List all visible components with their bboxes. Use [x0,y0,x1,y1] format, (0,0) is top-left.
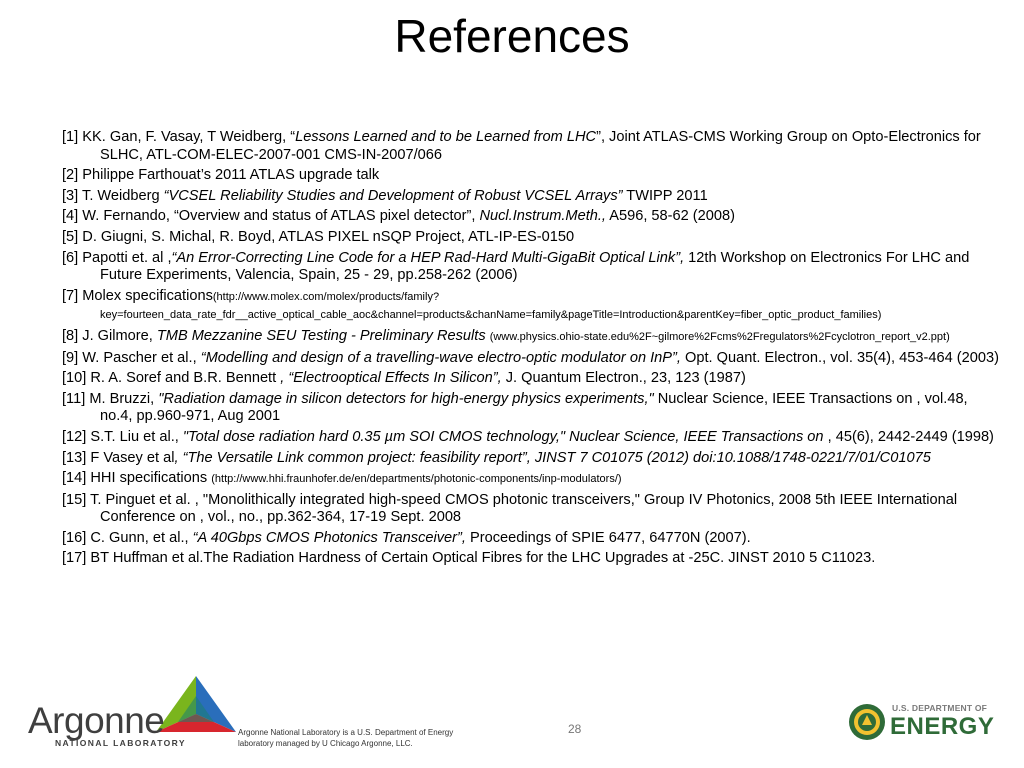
reference-item [62,129,1002,164]
argonne-triangle-icon [156,676,236,732]
reference-italic-text: , “The Versatile Link common project: feasibility report”, JINST 7 C01075 (2012) doi:10.1088/1748-0221/7/01/C01075 [174,449,931,466]
reference-text: [15] T. Pinguet et al. , "Monolithically integrated high-speed CMOS photonic transceivers," Group IV Photonics, 2008 5th IEEE International Conference on , vol., no., pp.362-364, 17-19 Sept. 2008 [62,491,958,526]
reference-italic-text: TMB Mezzanine SEU Testing - Preliminary Results [156,327,486,344]
reference-text: 12th Workshop on Electronics For LHC and Future Experiments, Valencia, Spain, 25 - 29, pp.258-262 (2006) [100,249,970,284]
reference-item [62,208,1002,226]
reference-text: [11] M. Bruzzi, [62,390,159,407]
argonne-logo [28,676,208,750]
reference-text: Proceedings of SPIE 6477, 64770N (2007). [465,529,751,546]
reference-item [62,450,1002,468]
reference-item [62,328,1002,347]
reference-text: [1] KK. Gan, F. Vasay, T Weidberg, “ [62,129,296,145]
reference-text: TWIPP 2011 [622,187,708,204]
reference-item [62,370,1002,388]
reference-text: [7] Molex specifications [62,287,213,304]
reference-text: ”, Joint ATLAS-CMS Working Group on Opto-Electronics for SLHC, ATL-COM-ELEC-2007-001 CMS-IN-2007/066 [100,129,981,163]
reference-italic-text: Lessons Learned and to be Learned from LHC [295,129,597,145]
reference-text: , 45(6), 2442-2449 (1998) [823,428,994,445]
reference-text: [9] W. Pascher et al., [62,349,201,366]
reference-text: Opt. Quant. Electron., vol. 35(4), 453-464 (2003) [680,349,999,366]
reference-text: [10] R. A. Soref and B.R. Bennett [62,370,281,387]
references-list [62,129,1002,571]
argonne-wordmark: Argonne [28,700,165,741]
reference-text: [13] F Vasey et al [62,449,175,466]
reference-text: [3] T. Weidberg [62,187,164,204]
reference-text: [14] HHI specifications [62,470,212,487]
reference-italic-text: “An Error-Correcting Line Code for a HEP Rad-Hard Multi-GigaBit Optical Link”, [171,249,685,266]
reference-text: A596, 58-62 (2008) [605,208,735,225]
reference-italic-text: "Radiation damage in silicon detectors for high-energy physics experiments," [158,390,654,407]
reference-text: [12] S.T. Liu et al., [62,428,183,445]
page-number: 28 [568,722,582,736]
reference-item [62,470,1002,489]
argonne-subtitle: NATIONAL LABORATORY [55,738,186,748]
reference-text: Nuclear Science, IEEE Transactions on , vol.48, no.4, pp.960-971, Aug 2001 [100,390,968,425]
reference-text: [17] BT Huffman et al.The Radiation Hardness of Certain Optical Fibres for the LHC Upgrades at -25C. JINST 2010 5 C11023. [62,550,876,567]
reference-item [62,288,1002,325]
reference-text: [2] Philippe Farthouat’s 2011 ATLAS upgrade talk [62,167,380,184]
reference-item [62,188,1002,206]
reference-item [62,229,1002,247]
reference-text: J. Quantum Electron., 23, 123 (1987) [501,370,746,387]
reference-url-text: (www.physics.ohio-state.edu%2F~gilmore%2Fcms%2Fregulators%2Fcyclotron_report_v2.ppt) [489,330,950,343]
reference-item [62,492,1002,527]
reference-item [62,350,1002,368]
page-title: References [394,10,630,62]
doe-department-text: U.S. DEPARTMENT OF [892,703,988,713]
reference-url-text: (http://www.molex.com/molex/products/family?key=fourteen_data_rate_fdr__active_optical_cable_aoc&channel=products&chanName=family&pageTitle=Introduction&parentKey=fiber_optic_product_families) [100,290,882,322]
reference-italic-text: “A 40Gbps CMOS Photonics Transceiver”, [192,529,466,546]
footer-note: Argonne National Laboratory is a U.S. Department of Energy laboratory managed by U Chicago Argonne, LLC. [238,728,454,748]
reference-item [62,250,1002,285]
reference-italic-text: Nucl.Instrum.Meth., [479,208,606,225]
reference-item [62,391,1002,426]
reference-italic-text: “VCSEL Reliability Studies and Development of Robust VCSEL Arrays” [163,187,623,204]
reference-italic-text: "Total dose radiation hard 0.35 µm SOI CMOS technology," Nuclear Science, IEEE Transactions on [182,428,824,445]
reference-italic-text: , “Electrooptical Effects In Silicon”, [280,370,502,387]
reference-item [62,167,1002,185]
doe-logo [848,703,1000,745]
reference-text: [6] Papotti et. al , [62,249,172,266]
reference-text: [16] C. Gunn, et al., [62,529,193,546]
reference-item [62,530,1002,548]
reference-text: [5] D. Giugni, S. Michal, R. Boyd, ATLAS PIXEL nSQP Project, ATL-IP-ES-0150 [62,228,575,245]
reference-item [62,550,1002,568]
reference-text: [4] W. Fernando, “Overview and status of ATLAS pixel detector”, [62,208,480,225]
reference-item [62,429,1002,447]
reference-text: [8] J. Gilmore, [62,327,157,344]
reference-url-text: (http://www.hhi.fraunhofer.de/en/departments/photonic-components/inp-modulators/) [211,473,622,486]
doe-seal-icon [848,703,886,741]
doe-energy-wordmark: ENERGY [890,713,995,740]
reference-italic-text: “Modelling and design of a travelling-wave electro-optic modulator on InP”, [200,349,681,366]
